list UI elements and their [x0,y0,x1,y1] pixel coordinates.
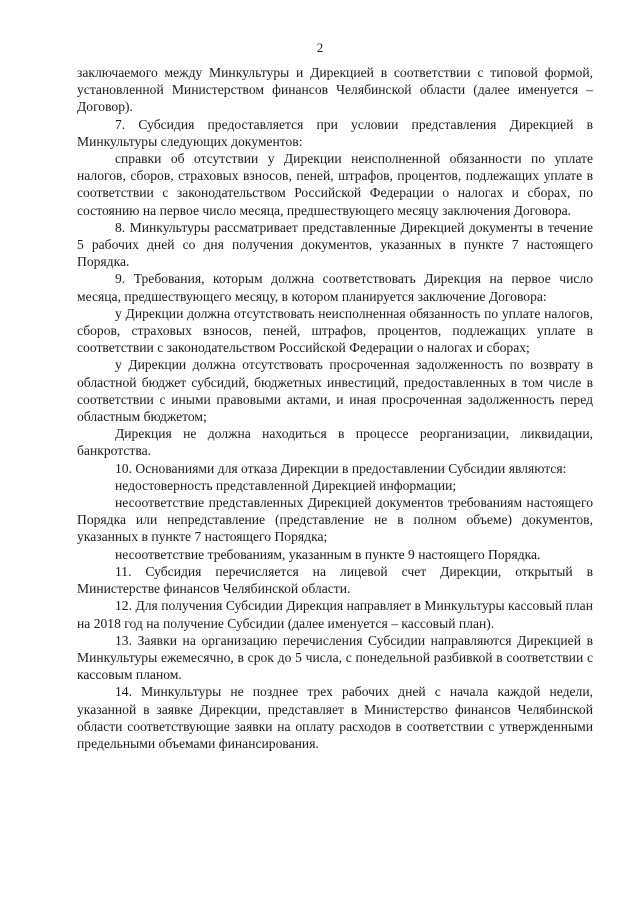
paragraph-clause-9-item-1: у Дирекции должна отсутствовать неисполненная обязанность по уплате налогов, сборов, страховых взносов, пеней, штрафов, процентов, подлежащих уплате в соответствии с законодательством Российской Федерации о налогах и сборах; [77,305,593,356]
document-body [77,64,593,752]
paragraph-clause-10-item-3: несоответствие требованиям, указанным в пункте 9 настоящего Порядка. [115,546,541,562]
paragraph-clause-9: 9. Требования, которым должна соответствовать Дирекция на первое число месяца, предшествующего месяцу, в котором планируется заключение Договора: [77,271,593,304]
paragraph-clause-12: 12. Для получения Субсидии Дирекция направляет в Минкультуры кассовый план на 2018 год на получение Субсидии (далее именуется – кассовый план). [77,598,593,631]
paragraph-clause-9-item-3: Дирекция не должна находиться в процессе реорганизации, ликвидации, банкротства. [77,426,593,459]
paragraph-clause-10-item-1: недостоверность представленной Дирекцией информации; [115,477,457,493]
paragraph-clause-9-item-2: у Дирекции должна отсутствовать просроченная задолженность по возврату в областной бюджет субсидий, бюджетных инвестиций, предоставленных в том числе в соответствии с иными правовыми актами, и иная просроченная задолженность перед областным бюджетом; [77,357,593,425]
paragraph-clause-14: 14. Минкультуры не позднее трех рабочих дней с начала каждой недели, указанной в заявке Дирекции, представляет в Министерство финансов Челябинской области соответствующие заявки на оплату расходов в соответствии с утвержденными предельными объемами финансирования. [77,684,593,751]
paragraph-clause-13: 13. Заявки на организацию перечисления Субсидии направляются Дирекцией в Минкультуры ежемесячно, в срок до 5 числа, с понедельной разбивкой в соответствии с кассовым планом. [77,632,593,683]
paragraph-clause-11: 11. Субсидия перечисляется на лицевой счет Дирекции, открытый в Министерстве финансов Челябинской области. [77,563,593,597]
paragraph-clause-10: 10. Основаниями для отказа Дирекции в предоставлении Субсидии являются: [115,460,567,476]
paragraph-clause-8: 8. Минкультуры рассматривает представленные Дирекцией документы в течение 5 рабочих дней со дня получения документов, указанных в пункте 7 настоящего Порядка. [77,219,593,270]
paragraph-continuation: заключаемого между Минкультуры и Дирекцией в соответствии с типовой формой, установленной Министерством финансов Челябинской области (далее именуется – Договор). [77,65,593,115]
paragraph-clause-10-item-2: несоответствие представленных Дирекцией документов требованиям настоящего Порядка или непредставление (представление не в полном объеме) документов, указанных в пункте 7 настоящего Порядка; [77,495,593,545]
page-number: 2 [316,40,324,55]
paragraph-clause-7: 7. Субсидия предоставляется при условии представления Дирекцией в Минкультуры следующих документов: [77,116,593,149]
paragraph-clause-7-item: справки об отсутствии у Дирекции неисполненной обязанности по уплате налогов, сборов, страховых взносов, пеней, штрафов, процентов, подлежащих уплате в соответствии с законодательством Российской Федерации о налогах и сборах, по состоянию на первое число месяца, предшествующего месяцу заключения Договора. [77,151,593,218]
